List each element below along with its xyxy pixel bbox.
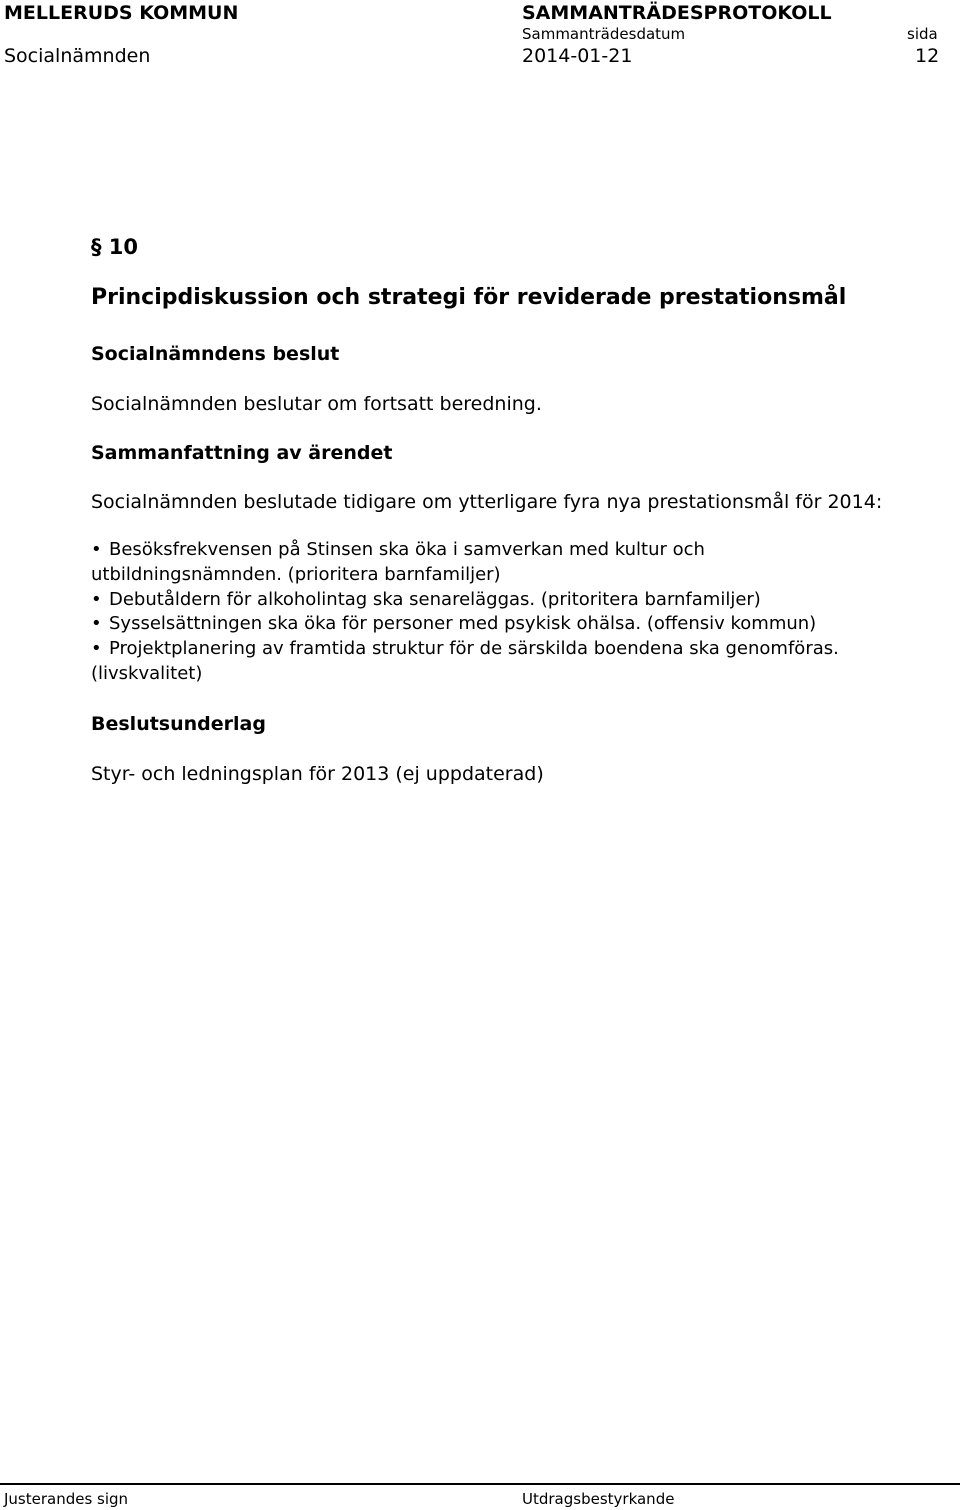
bullet-icon: •	[91, 638, 102, 660]
bullet-text: Debutåldern för alkoholintag ska senareläggas. (pritoritera barnfamiljer)	[109, 588, 761, 610]
footer-signature-label: Justerandes sign	[4, 1490, 129, 1508]
page-number: 12	[915, 45, 940, 67]
footer-divider	[0, 1483, 960, 1485]
basis-text: Styr- och ledningsplan för 2013 (ej uppdaterad)	[91, 763, 544, 785]
decision-heading: Socialnämndens beslut	[91, 343, 340, 365]
document-type: SAMMANTRÄDESPROTOKOLL	[522, 2, 832, 24]
list-item	[91, 637, 951, 687]
goals-list	[91, 538, 951, 687]
basis-heading: Beslutsunderlag	[91, 713, 266, 735]
footer-extract-label: Utdragsbestyrkande	[522, 1490, 675, 1508]
bullet-icon: •	[91, 588, 102, 610]
bullet-text-continued: utbildningsnämnden. (prioritera barnfamiljer)	[91, 563, 501, 585]
bullet-text: Besöksfrekvensen på Stinsen ska öka i samverkan med kultur och	[109, 539, 705, 560]
section-number: § 10	[91, 235, 139, 259]
decision-text: Socialnämnden beslutar om fortsatt beredning.	[91, 393, 542, 415]
bullet-icon: •	[91, 539, 102, 560]
meeting-date-label: Sammanträdesdatum	[522, 25, 686, 43]
list-item	[91, 538, 951, 588]
page-label: sida	[907, 25, 938, 43]
bullet-text: Projektplanering av framtida struktur för de särskilda boendena ska genomföras.	[109, 638, 839, 660]
summary-intro: Socialnämnden beslutade tidigare om ytterligare fyra nya prestationsmål för 2014:	[91, 491, 883, 513]
municipality-name: MELLERUDS KOMMUN	[4, 2, 239, 24]
section-title: Principdiskussion och strategi för reviderade prestationsmål	[91, 285, 847, 310]
committee-name: Socialnämnden	[4, 45, 151, 67]
bullet-text: Sysselsättningen ska öka för personer med psykisk ohälsa. (offensiv kommun)	[109, 613, 817, 635]
meeting-date: 2014-01-21	[522, 45, 633, 67]
list-item	[91, 588, 951, 613]
bullet-icon: •	[91, 613, 102, 635]
summary-heading: Sammanfattning av ärendet	[91, 442, 393, 464]
list-item	[91, 612, 951, 637]
bullet-text-continued: (livskvalitet)	[91, 662, 203, 684]
